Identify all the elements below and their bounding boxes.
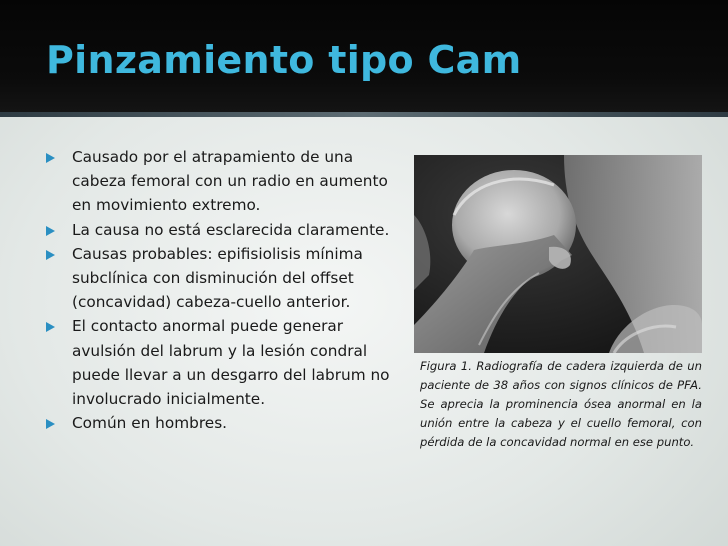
bullet-text: El contacto anormal puede generar avulsión del labrum y la lesión condral puede llevar a un desgarro del labrum no involucrado inicialmente.: [72, 317, 390, 409]
title-divider: [0, 112, 728, 117]
bullet-text: Causas probables: epifisiolisis mínima subclínica con disminución del offset (concavidad) cabeza-cuello anterior.: [72, 244, 363, 312]
triangle-right-icon: [46, 322, 55, 332]
bullet-list: [46, 145, 396, 435]
triangle-right-icon: [46, 419, 55, 429]
hip-xray-image: [414, 155, 702, 353]
figure-caption: Figura 1. Radiografía de cadera izquierda de un paciente de 38 años con signos clínicos de PFA. Se aprecia la prominencia ósea anormal en la unión entre la cabeza y el cuello femoral, con pérdida de la concavidad normal en ese punto.: [420, 359, 702, 449]
xray-illustration: [414, 155, 702, 353]
bullet-text: Común en hombres.: [72, 414, 228, 433]
bullet-text: Causado por el atrapamiento de una cabeza femoral con un radio en aumento en movimiento extremo.: [72, 148, 388, 215]
bullet-item: [46, 145, 396, 218]
slide-title: Pinzamiento tipo Cam: [46, 38, 522, 82]
triangle-right-icon: [46, 226, 55, 236]
triangle-right-icon: [46, 250, 55, 260]
bullet-text: La causa no está esclarecida claramente.: [72, 220, 390, 239]
triangle-right-icon: [46, 153, 55, 163]
title-band: [0, 0, 728, 112]
bullet-item: [46, 314, 396, 411]
bullet-item: [46, 242, 396, 315]
bullet-item: [46, 411, 396, 435]
bullet-item: [46, 218, 396, 242]
